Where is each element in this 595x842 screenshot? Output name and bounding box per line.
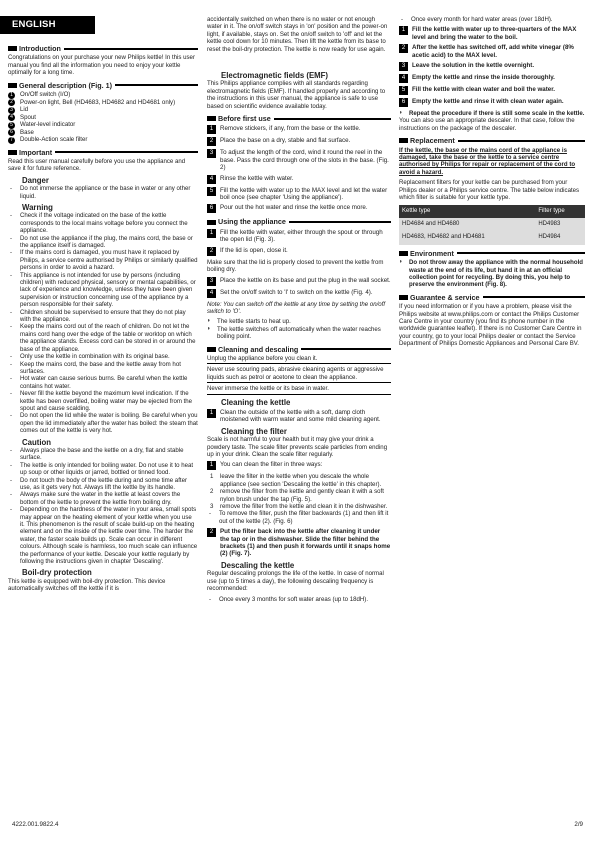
step: 6 Pour out the hot water and rinse the kettle once more. (207, 204, 391, 213)
language-tab: ENGLISH (0, 16, 95, 34)
list-item: - Keep the mains cord, the base and the kettle away from hot surfaces. (10, 360, 181, 375)
list-item: 7 Double-Action scale filter (8, 136, 198, 144)
step: 4 Empty the kettle and rinse the inside thoroughly. (399, 74, 585, 83)
step: 5 Fill the kettle with clean water and boil the water. (399, 86, 585, 95)
list-item: ◗ Repeat the procedure if there is still some scale in the kettle. (399, 110, 585, 118)
list-item: - Only use the kettle in combination with its original base. (10, 353, 170, 361)
step: 2 If the lid is open, close it. (207, 247, 391, 256)
cleaning-warning: Never use scouring pads, abrasive cleaning agents or aggressive liquids such as petrol or acetone to clean the appliance. (207, 366, 391, 383)
table-row (399, 218, 585, 231)
step: 1 Fill the kettle with water up to three-quarters of the MAX level and bring the water to the boil. (399, 26, 585, 41)
cleaning-warning: Unplug the appliance before you clean it. (207, 355, 391, 364)
list-item: ◗ The kettle switches off automatically when the water reaches boiling point. (207, 325, 381, 341)
section-heading-using: Using the appliance (207, 218, 391, 225)
step: 1 Clean the outside of the kettle with a soft, damp cloth moistened with warm water and some mild cleaning agent. (207, 409, 391, 424)
replacement-text: Replacement filters for your kettle can be purchased from your Philips dealer or a Philips service centre. The table below indicates which filter is suitable for your kettle type. (399, 179, 580, 202)
boildry-text: This kettle is equipped with boil-dry protection. This device automatically switches off the kettle if it is (8, 577, 166, 593)
filter-table (399, 205, 585, 245)
list-item: 2 Power-on light, Bell (HD4683, HD4682 and HD4681 only) (8, 99, 198, 107)
list-item: - Children should be supervised to ensure that they do not play with the appliance. (10, 308, 186, 324)
section-heading-environment: Environment (399, 250, 585, 257)
list-item: 4 Spout (8, 114, 198, 122)
boildry-title: Boil-dry protection (22, 568, 92, 578)
emf-text: This Philips appliance complies with all standards regarding electromagnetic fields (EMF). If handled properly and according to the instructions in this user manual, the appliance is safe to use based on scientific evidence available today. (207, 80, 386, 110)
intro-text: Congratulations on your purchase your new Philips kettle! In this user manual you find all the information you need to enjoy your kettle optimally for a long time. (8, 54, 195, 77)
section-heading-replacement: Replacement (399, 137, 585, 144)
caution-title: Caution (22, 437, 52, 447)
descale-title: Descaling the kettle (221, 560, 295, 570)
descale-extra: You can also use an appropriate descaler. In that case, follow the instructions on the package of the descaler. (399, 117, 575, 132)
list-item: - If the mains cord is damaged, you must have it replaced by Philips, a service centre authorised by Philips or similarly qualified persons in order to avoid a hazard. (10, 249, 198, 272)
step: 5 Fill the kettle with water up to the MAX level and let the water boil once (see chapter 'Using the appliance'). (207, 187, 391, 202)
using-note: Note: You can switch off the kettle at any time by setting the on/off switch to 'O'. (207, 300, 386, 315)
step: 4 Set the on/off switch to 'I' to switch on the kettle (Fig. 4). (207, 289, 391, 298)
list-item: - This appliance is not intended for use by persons (including children) with reduced physical, sensory or mental capabilities, or lack of experience and knowledge, unless they have been given supervision or instruction concerning use of the appliance by a person responsible for their safety. (10, 271, 196, 309)
filter-text: Scale is not harmful to your health but it may give your drink a powdery taste. The scale filter prevents scale particles from ending up in your drink. Clean the scale filter regularly. (207, 436, 388, 458)
list-item: ◗ Do not throw away the appliance with the normal household waste at the end of its life, but hand it in at an official collection point for recycling. By doing this, you help to preserve the environment (Fig. 8). (399, 259, 584, 289)
page-number: 2/9 (574, 821, 583, 828)
list-item: 3 Lid (8, 106, 198, 114)
warning-title: Warning (22, 202, 53, 212)
list-item: - To remove the filter, push the filter backwards (1) and then lift it out of the kettle (2). (Fig. 6) (209, 510, 389, 525)
list-item: - Always make sure the water in the kettle at least covers the bottom of the kettle to prevent the kettle from boiling dry. (10, 491, 181, 506)
list-item: ◗ The kettle starts to heat up. (207, 318, 291, 326)
using-note-lid: Make sure that the lid is properly closed to prevent the kettle from boiling dry. (207, 258, 384, 274)
list-item: 2 remove the filter from the kettle and gently clean it with a soft nylon brush under the tap (Fig. 5). (210, 488, 384, 503)
list-item: - The kettle is only intended for boiling water. Do not use it to heat up soup or other liquids or jarred, bottled or tinned food. (10, 461, 194, 477)
step: 1 You can clean the filter in three ways: (207, 461, 391, 470)
cleaning-warning: Never immerse the kettle or its base in water. (207, 385, 391, 394)
list-item: - Do not open the lid while the water is boiling. Be careful when you open the lid immediately after the water has boiled: the steam that comes out of the kettle is very hot. (10, 412, 198, 435)
step: 1 Remove stickers, if any, from the base or the kettle. (207, 125, 391, 134)
table-cell: HD4684 and HD4680 (399, 218, 535, 231)
section-heading-first-use: Before first use (207, 115, 391, 122)
step: 2 After the kettle has switched off, add white vinegar (8% acetic acid) to the MAX level. (399, 44, 585, 59)
step: 3 Leave the solution in the kettle overnight. (399, 62, 585, 71)
section-heading-cleaning: Cleaning and descaling (207, 346, 391, 353)
step: 2 Place the base on a dry, stable and flat surface. (207, 137, 391, 146)
list-item: 3 remove the filter from the kettle and clean it in the dishwasher. (210, 503, 388, 511)
table-row (399, 231, 585, 244)
list-item: - Hot water can cause serious burns. Be careful when the kettle contains hot water. (10, 375, 188, 390)
list-item: - Once every month for hard water areas (over 18dH). (401, 16, 553, 23)
column-1 (8, 40, 198, 596)
section-heading-introduction: Introduction (8, 45, 198, 52)
list-item: 5 Water-level indicator (8, 121, 198, 129)
column-2 (207, 16, 391, 603)
table-header: Kettle type (399, 205, 535, 218)
important-text: Read this user manual carefully before you use the appliance and save it for future reference. (8, 157, 186, 173)
list-item: - Depending on the hardness of the water in your area, small spots may appear on the heating element of your kettle when you use it. This phenomenon is the result of scale build-up on the heating element and on the inside of the kettle over time. The harder the water, the faster scale builds up. Scale can occur in different colours. Although scale is harmless, too much scale can influence the performance of your kettle. Descale your kettle regularly by following the instructions given in chapter 'Descaling'. (10, 506, 198, 566)
guarantee-text: If you need information or if you have a problem, please visit the Philips website at www.philips.com or contact the Philips Customer Care Centre in your country (you find its phone number in the worldwide guarantee leaflet). If there is no Customer Care Centre in your country, go to your local Philips dealer or contact the Service Department of Philips Domestic Appliances and Personal Care BV. (399, 303, 582, 348)
step: 1 Fill the kettle with water, either through the spout or through the open lid (Fig. 3). (207, 229, 391, 244)
list-item: 6 Base (8, 129, 198, 137)
list-item: - Do not touch the body of the kettle during and some time after use, as it gets very hot. Always lift the kettle by its handle. (10, 476, 188, 491)
emf-title: Electromagnetic fields (EMF) (221, 71, 329, 80)
document-number: 4222.001.9822.4 (12, 821, 59, 828)
list-item: - Never fill the kettle beyond the maximum level indication. If the kettle has been overfilled, boiling water may be ejected from the spout and cause scalding. (10, 390, 193, 412)
step: 6 Empty the kettle and rinse it with clean water again. (399, 98, 585, 107)
replacement-warning: If the kettle, the base or the mains cord of the appliance is damaged, take the base or the kettle to a service centre authorised by Philips for repair or replacement of the cord to avoid a hazard. (399, 146, 576, 176)
list-item: - Keep the mains cord out of the reach of children. Do not let the mains cord hang over the edge of the table or worktop on which the appliance stands. Excess cord can be stored in or around the base of the appliance. (10, 323, 196, 353)
step: 4 Rinse the kettle with water. (207, 175, 391, 184)
step: 3 Place the kettle on its base and put the plug in the wall socket. (207, 277, 391, 286)
column-3 (399, 16, 585, 351)
table-cell: HD4683, HD4682 and HD4681 (399, 231, 535, 244)
list-item: - Do not use the appliance if the plug, the mains cord, the base or the appliance itself is damaged. (10, 234, 193, 249)
cleaning-filter-title: Cleaning the filter (221, 426, 287, 436)
section-heading-general: General description (Fig. 1) (8, 82, 198, 89)
danger-title: Danger (22, 175, 49, 185)
descale-text: Regular descaling prolongs the life of the kettle. In case of normal use (up to 5 times a day), the following descaling frequency is recommended: (207, 570, 384, 593)
section-heading-important: Important (8, 149, 198, 156)
boildry-continued: accidentally switched on when there is no water or not enough water in it. The on/off switch stays in 'on' position and the power-on light, if available, stays on. Set the on/off switch to 'off' and let the kettle cool down for 10 minutes. Then lift the kettle from its base to reset the boil-dry protection. The kettle is now ready for use again. (207, 16, 388, 53)
table-header: Filter type (535, 205, 585, 218)
general-list (8, 91, 198, 144)
cleaning-kettle-title: Cleaning the kettle (221, 397, 291, 407)
table-cell: HD4983 (535, 218, 585, 231)
section-heading-guarantee: Guarantee & service (399, 294, 585, 301)
table-cell: HD4984 (535, 231, 585, 244)
list-item: 1 leave the filter in the kettle when you descale the whole appliance (see section 'Descaling the kettle' in this chapter). (210, 473, 382, 488)
step: 2 Put the filter back into the kettle after cleaning it under the tap or in the dishwasher. Slide the filter behind the brackets (1) and then push it forwards until it snaps home (2) (Fig. 7). (207, 528, 391, 558)
step: 3 To adjust the length of the cord, wind it round the reel in the base. Pass the cord through one of the slots in the base. (Fig. 2) (207, 149, 391, 171)
list-item: 1 On/Off switch (I/O) (8, 91, 198, 99)
list-item: - Check if the voltage indicated on the base of the kettle corresponds to the local mains voltage before you connect the appliance. (10, 212, 188, 235)
list-item: - Do not immerse the appliance or the base in water or any other liquid. (10, 185, 191, 200)
list-item: - Once every 3 months for soft water areas (up to 18dH). (209, 595, 369, 603)
list-item: - Always place the base and the kettle on a dry, flat and stable surface. (10, 446, 184, 462)
